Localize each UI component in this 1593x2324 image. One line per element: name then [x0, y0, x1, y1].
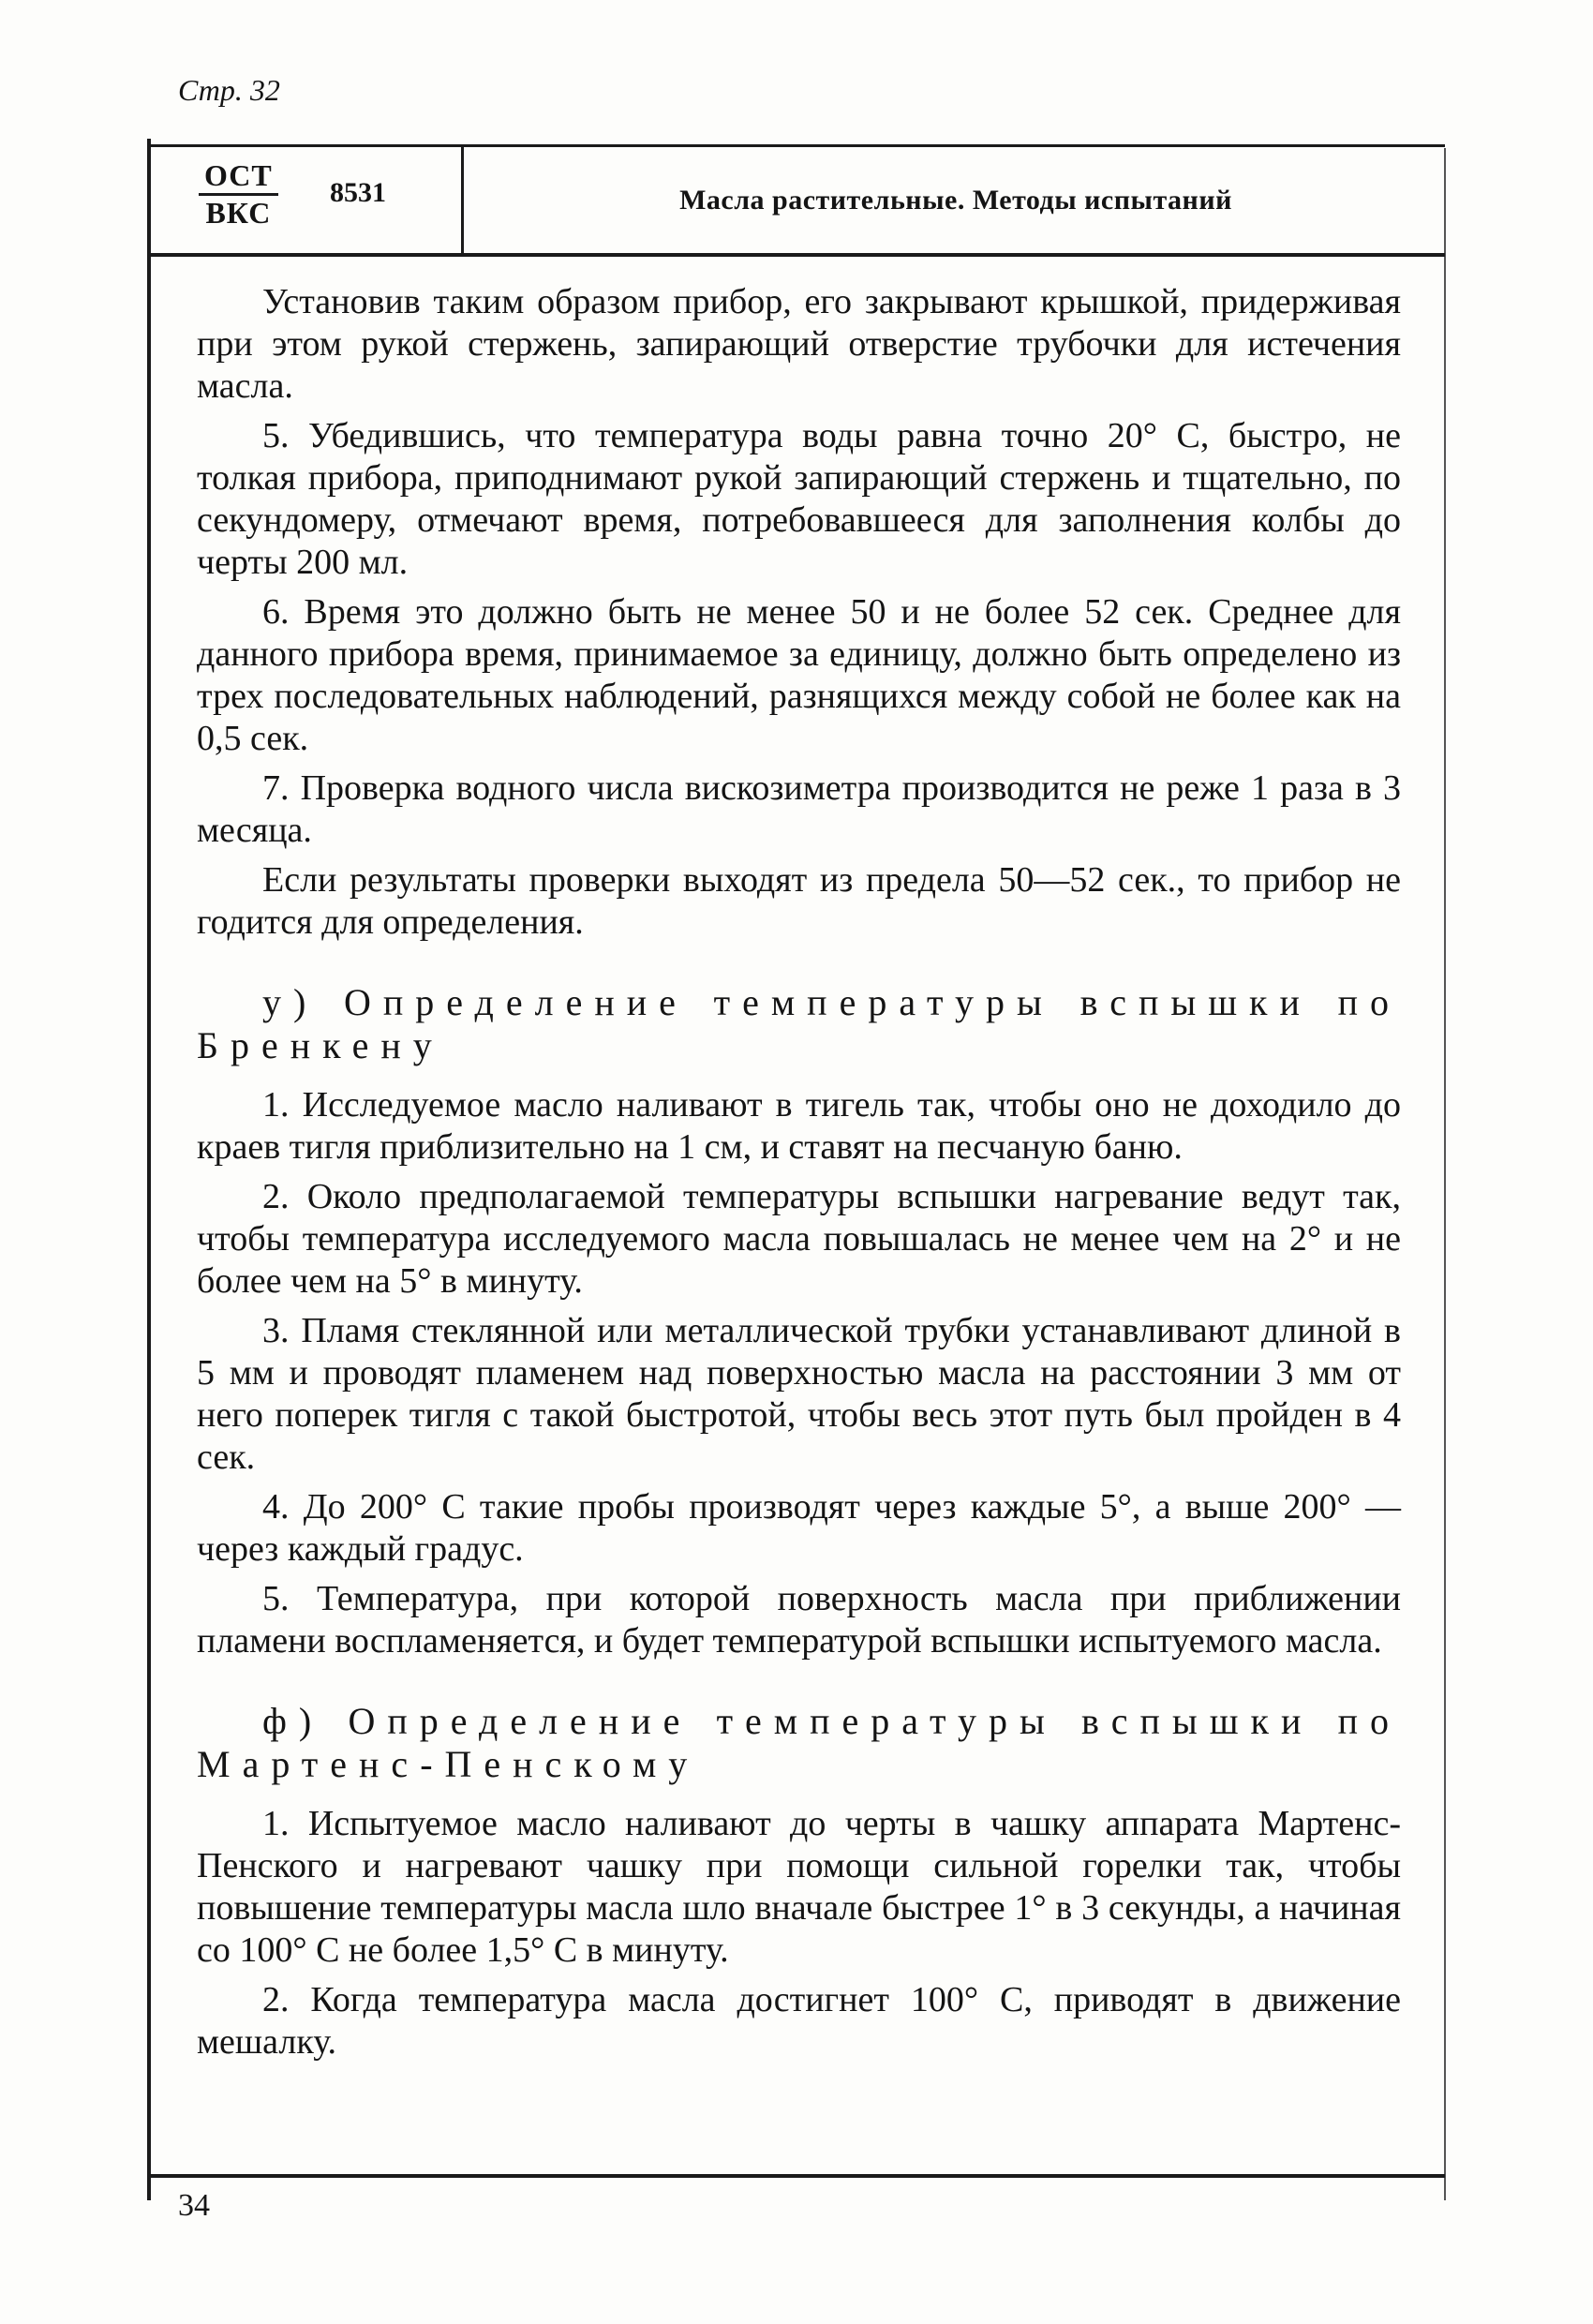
paragraph: Если результаты проверки выходят из предела 50—52 сек., то прибор не годится для определения.	[197, 860, 1401, 942]
paragraph: 5. Убедившись, что температура воды равна точно 20° С, быстро, не толкая прибора, приподнимают рукой запирающий стержень и тщательно, по секундомеру, отмечают время, потребовавшееся для заполнения колбы до черты 200 мл.	[197, 416, 1401, 582]
standard-fraction	[199, 158, 278, 231]
paragraph: 6. Время это должно быть не менее 50 и не более 52 сек. Среднее для данного прибора время, принимаемое за единицу, должно быть определено из трех последовательных наблюдений, разнящихся между собой не более как на 0,5 сек.	[197, 592, 1401, 758]
header-bottom-rule	[150, 253, 1445, 257]
page-label: Стр. 32	[178, 73, 280, 107]
paragraph: 1. Испытуемое масло наливают до черты в чашку аппарата Мартенс-Пенского и нагревают чашку при помощи сильной горелки так, чтобы повышение температуры масла шло вначале быстрее 1° в 3 секунды, а начиная со 100° С не более 1,5° С в минуту.	[197, 1804, 1401, 1970]
paragraph: Установив таким образом прибор, его закрывают крышкой, придерживая при этом рукой стержень, запирающий отверстие трубочки для истечения масла.	[197, 282, 1401, 406]
paragraph: 2. Около предполагаемой температуры вспышки нагревание ведут так, чтобы температура исследуемого масла повышалась не менее чем на 2° и не более чем на 5° в минуту.	[197, 1177, 1401, 1301]
standard-designation	[152, 147, 461, 253]
frame-right-border	[1444, 148, 1446, 2200]
paragraph: 2. Когда температура масла достигнет 100° С, приводят в движение мешалку.	[197, 1980, 1401, 2062]
body-text	[197, 281, 1401, 2071]
section-heading: ф) Определение температуры вспышки по Мартенс-Пенскому	[197, 1700, 1401, 1785]
standard-top: ОСТ	[204, 158, 273, 192]
paragraph: 7. Проверка водного числа вискозиметра производится не реже 1 раза в 3 месяца.	[197, 768, 1401, 850]
paragraph: 5. Температура, при которой поверхность масла при приближении пламени воспламеняется, и будет температурой вспышки испытуемого масла.	[197, 1579, 1401, 1661]
section-heading: у) Определение температуры вспышки по Бренкену	[197, 981, 1401, 1066]
standard-bottom: ВКС	[199, 193, 278, 231]
document-title: Масла растительные. Методы испытаний	[679, 184, 1232, 216]
page-bottom-rule	[150, 2174, 1445, 2178]
page-number: 34	[178, 2188, 210, 2223]
paragraph: 4. До 200° С такие пробы производят через каждые 5°, а выше 200° — через каждый градус.	[197, 1487, 1401, 1569]
paragraph: 3. Пламя стеклянной или металлической трубки устанавливают длиной в 5 мм и проводят пламенем над поверхностью масла на расстоянии 3 мм от него поперек тигля с такой быстротой, чтобы весь этот путь был пройден в 4 сек.	[197, 1311, 1401, 1477]
header-divider	[461, 147, 464, 253]
standard-number: 8531	[330, 177, 386, 208]
paragraph: 1. Исследуемое масло наливают в тигель так, чтобы оно не доходило до краев тигля приблизительно на 1 см, и ставят на песчаную баню.	[197, 1085, 1401, 1167]
frame-left-border	[147, 139, 151, 2200]
